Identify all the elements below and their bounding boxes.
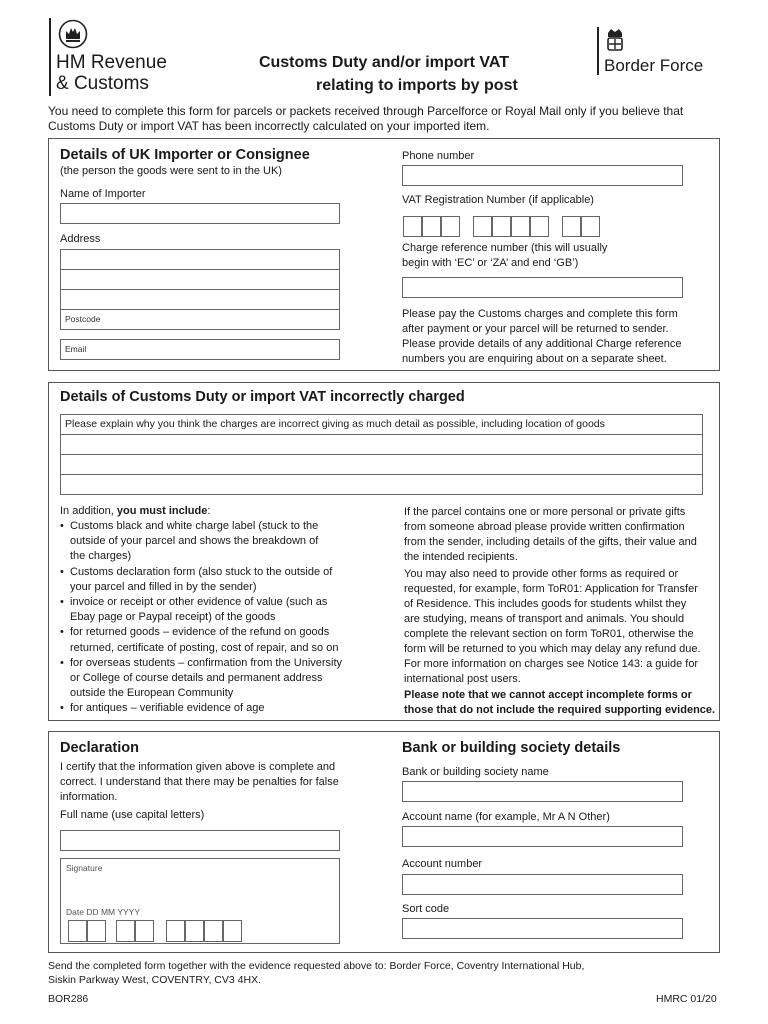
paragraph-line: For more information on charges see Notice 143: a guide for [404, 658, 699, 670]
signature-date-box[interactable] [60, 858, 340, 944]
list-item [60, 701, 390, 716]
vat-digit-cell[interactable] [492, 216, 511, 237]
vat-digit-cell[interactable] [441, 216, 460, 237]
list-item-line: • for returned goods – evidence of the refund on goods [70, 626, 330, 639]
list-item [60, 656, 390, 702]
paragraph-line: the intended recipients. [404, 551, 518, 563]
pay-note-line4: numbers you are enquiring about on a separate sheet. [402, 353, 667, 365]
importer-section [48, 138, 720, 371]
paragraph-line: correct. I understand that there may be penalties for false [60, 776, 339, 788]
vat-label: VAT Registration Number (if applicable) [402, 194, 594, 206]
form-code: BOR286 [48, 993, 89, 1005]
address-input-line2[interactable] [60, 269, 340, 290]
list-item-line: returned, certificate of posting, cost of repair, and so on [70, 641, 339, 654]
list-item [60, 519, 390, 565]
pay-note-line1: Please pay the Customs charges and complete this form [402, 308, 678, 320]
paragraph-line: requested, for example, form ToR01: Application for Transfer [404, 583, 698, 595]
list-item-line: • invoice or receipt or other evidence of value (such as [70, 596, 328, 609]
paragraph-line: those that do not include the required supporting evidence. [404, 704, 716, 716]
charge-ref-label-line1: Charge reference number (this will usually [402, 242, 608, 254]
bank-name-label: Bank or building society name [402, 766, 549, 778]
send-instructions-line1: Send the completed form together with the evidence requested above to: Border Force, Coventry International Hub, [48, 960, 585, 972]
explain-label: Please explain why you think the charges are incorrect giving as much detail as possible, including location of goods [65, 418, 605, 430]
declaration-bank-section [48, 731, 720, 953]
account-name-input[interactable] [402, 826, 683, 847]
vat-digit-cell[interactable] [403, 216, 422, 237]
send-instructions-line2: Siskin Parkway West, COVENTRY, CV3 4HX. [48, 974, 261, 986]
postcode-input[interactable] [60, 309, 340, 330]
gifts-paragraph [404, 505, 697, 565]
paragraph-line: Please note that we cannot accept incomplete forms or [404, 689, 692, 701]
explain-input-line4[interactable] [60, 474, 703, 495]
pay-note-line2: after payment or your parcel will be returned to sender. [402, 323, 669, 335]
list-item-line: • for overseas students – confirmation from the University [70, 656, 343, 669]
vat-digit-cell[interactable] [473, 216, 492, 237]
paragraph-line: from the sender, including details of the gifts, their value and [404, 536, 697, 548]
list-item [60, 625, 390, 655]
paragraph-line: of Residence. This includes goods for students whilst they [404, 598, 687, 610]
importer-name-label: Name of Importer [60, 188, 146, 200]
account-number-label: Account number [402, 858, 483, 870]
signature-label: Signature [66, 863, 103, 873]
paragraph-line: You may also need to provide other forms as required or [404, 568, 679, 580]
vat-digit-cell[interactable] [530, 216, 549, 237]
vat-digit-cell[interactable] [581, 216, 600, 237]
page-title-line2: relating to imports by post [316, 77, 518, 94]
account-number-input[interactable] [402, 874, 683, 895]
importer-heading: Details of UK Importer or Consignee [60, 147, 310, 163]
email-input[interactable] [60, 339, 340, 360]
address-input-line3[interactable] [60, 289, 340, 310]
paragraph-line: complete the relevant section on form ToR01, otherwise the [404, 628, 694, 640]
explain-input-line3[interactable] [60, 454, 703, 475]
vat-digit-cell[interactable] [511, 216, 530, 237]
hmrc-logo-line1: HM Revenue [56, 52, 167, 73]
declaration-text [60, 760, 339, 805]
bank-heading: Bank or building society details [402, 740, 621, 756]
form-version: HMRC 01/20 [656, 993, 717, 1005]
date-year-cell[interactable] [166, 920, 185, 942]
phone-input[interactable] [402, 165, 683, 186]
full-name-input[interactable] [60, 830, 340, 851]
charges-section [48, 382, 720, 721]
paragraph-line: international post users. [404, 673, 521, 685]
list-item-line: the charges) [70, 550, 132, 563]
date-year-cell[interactable] [223, 920, 242, 942]
charge-ref-input[interactable] [402, 277, 683, 298]
royal-crest-icon [605, 27, 625, 55]
paragraph-line: I certify that the information given above is complete and [60, 761, 336, 773]
importer-subheading: (the person the goods were sent to in the UK) [60, 165, 282, 177]
list-item-line: • for antiques – verifiable evidence of age [70, 702, 265, 715]
charges-heading: Details of Customs Duty or import VAT incorrectly charged [60, 389, 465, 405]
date-month-cell[interactable] [116, 920, 135, 942]
border-force-logo-text: Border Force [604, 56, 704, 75]
date-day-cell[interactable] [68, 920, 87, 942]
incomplete-forms-note [404, 688, 715, 718]
must-include-suffix: : [207, 505, 211, 517]
must-include-bold: you must include [116, 505, 208, 517]
date-year-cell[interactable] [185, 920, 204, 942]
list-item-line: outside of your parcel and shows the breakdown of [70, 535, 319, 548]
intro-line2: Customs Duty or import VAT has been incorrectly calculated on your imported item. [48, 119, 490, 133]
address-label: Address [60, 233, 101, 245]
pay-note-line3: Please provide details of any additional Charge reference [402, 338, 682, 350]
account-name-label: Account name (for example, Mr A N Other) [402, 811, 610, 823]
crown-crest-icon [58, 18, 88, 50]
vat-digit-cell[interactable] [422, 216, 441, 237]
postcode-label: Postcode [65, 314, 101, 324]
paragraph-line: information. [60, 791, 118, 803]
list-item-line: Ebay page or Paypal receipt) of the goods [70, 611, 276, 624]
list-item [60, 565, 390, 595]
list-item-line: your parcel and filled in by the sender) [70, 580, 257, 593]
list-item-line: • Customs declaration form (also stuck to the outside of [70, 565, 333, 578]
importer-name-input[interactable] [60, 203, 340, 224]
forms-paragraph [404, 567, 701, 687]
date-month-cell[interactable] [135, 920, 154, 942]
sort-code-input[interactable] [402, 918, 683, 939]
sort-code-label: Sort code [402, 903, 450, 915]
declaration-heading: Declaration [60, 740, 139, 756]
list-item [60, 595, 390, 625]
border-force-logo [597, 27, 727, 77]
evidence-list [60, 519, 390, 717]
email-label: Email [65, 344, 87, 354]
border-force-rule [597, 27, 599, 75]
address-input-line1[interactable] [60, 249, 340, 270]
must-include-prefix: In addition, [60, 505, 117, 517]
vat-digit-cell[interactable] [562, 216, 581, 237]
full-name-label: Full name (use capital letters) [60, 809, 205, 821]
phone-label: Phone number [402, 150, 475, 162]
bank-name-input[interactable] [402, 781, 683, 802]
date-label: Date DD MM YYYY [66, 907, 141, 917]
paragraph-line: form will be returned to you which may delay any refund due. [404, 643, 701, 655]
list-item-line: outside the European Community [70, 687, 234, 700]
date-year-cell[interactable] [204, 920, 223, 942]
intro-line1: You need to complete this form for parcels or packets received through Parcelforce or Royal Mail only if you believe that [48, 104, 684, 118]
page-title-line1: Customs Duty and/or import VAT [258, 54, 510, 71]
explain-input-line1[interactable] [60, 414, 703, 435]
date-day-cell[interactable] [87, 920, 106, 942]
must-include-intro [60, 504, 210, 519]
hmrc-logo-line2: & Customs [56, 73, 149, 94]
paragraph-line: from someone abroad please provide written confirmation [404, 521, 685, 533]
list-item-line: or College of course details and permanent address [70, 672, 323, 685]
paragraph-line: are studying, means of transport and animals. You should [404, 613, 685, 625]
list-item-line: • Customs black and white charge label (stuck to the [70, 520, 319, 532]
explain-input-line2[interactable] [60, 434, 703, 455]
paragraph-line: If the parcel contains one or more personal or private gifts [404, 506, 686, 518]
charge-ref-label-line2: begin with ‘EC’ or ‘ZA’ and end ‘GB’) [402, 257, 579, 269]
